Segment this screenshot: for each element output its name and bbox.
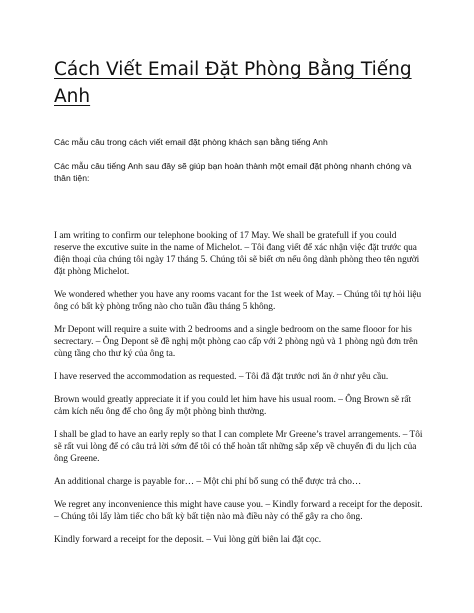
paragraph-additional-charge: An additional charge is payable for… – Một chi phí bổ sung có thể được trả cho… xyxy=(54,477,362,487)
paragraph-usual-room: Brown would greatly appreciate it if you could let him have his usual room. – Ông Brown sẽ rất cảm kích nếu ông để cho ông ấy một phòng bình thường. xyxy=(54,395,412,417)
document-body xyxy=(54,230,424,546)
paragraph-reserved: I have reserved the accommodation as requested. – Tôi đã đặt trước nơi ăn ở như yêu cầu. xyxy=(54,372,389,382)
paragraph-confirm-booking: I am writing to confirm our telephone booking of 17 May. We shall be gratefull if you could reserve the excutive suite in the name of Michelot. – Tôi đang viết để xác nhận việc đặt trước qua điện thoại của chúng tôi ngày 17 tháng 5. Chúng tôi sẽ biết ơn nếu ông dành phòng theo tên người đặt phòng Michelot. xyxy=(54,231,420,277)
document-subtitle: Các mẫu câu trong cách viết email đặt phòng khách sạn bằng tiếng Anh xyxy=(54,137,328,147)
paragraph-regret-inconvenience: We regret any inconvenience this might have cause you. – Kindly forward a receipt for the deposit. – Chúng tôi lấy làm tiếc cho bất kỳ bất tiện nào mà điều này có thể gây ra cho ông. xyxy=(54,500,423,522)
intro-paragraph: Các mẫu câu tiếng Anh sau đây sẽ giúp bạn hoàn thành một email đặt phòng nhanh chóng và thân tiện: xyxy=(54,161,412,183)
paragraph-rooms-vacant: We wondered whether you have any rooms vacant for the 1st week of May. – Chúng tôi tự hỏi liệu ông có bất kỳ phòng trống nào cho tuần đầu tháng 5 không. xyxy=(54,290,422,312)
document-title: Cách Viết Email Đặt Phòng Bằng Tiếng Anh xyxy=(54,59,412,107)
paragraph-deposit-receipt: Kindly forward a receipt for the deposit. – Vui lòng gửi biên lai đặt cọc. xyxy=(54,535,322,545)
paragraph-suite-request: Mr Depont will require a suite with 2 bedrooms and a single bedroom on the same flooor for his secrectary. – Ông Depont sẽ đề nghị một phòng cao cấp với 2 phòng ngủ và 1 phòng ngủ đơn trên cùng tầng cho thư ký của ông ta. xyxy=(54,325,418,359)
paragraph-early-reply: I shall be glad to have an early reply so that I can complete Mr Greene’s travel arrangements. – Tôi sẽ rất vui lòng để có câu trả lời sớm để tôi có thể hoàn tất những sắp xếp về chuyến đi du lịch của ông Greene. xyxy=(54,430,423,464)
